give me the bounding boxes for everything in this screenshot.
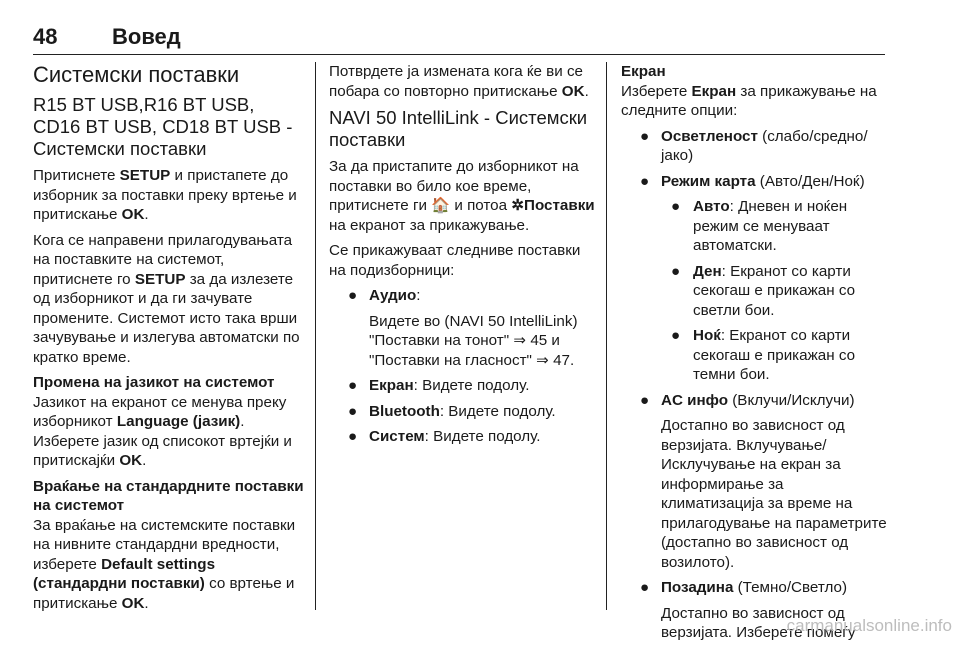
paragraph-confirm: Потврдете ја измената кога ќе ви се побара со повторно притискање OK. [329, 63, 589, 100]
list-item-ac-info: ● AC инфо (Вклучи/Исклучи) [640, 391, 855, 409]
list-item-audio: ● Аудио: [348, 287, 421, 304]
column-1 [33, 62, 305, 619]
list-item-background: ● Позадина (Темно/Светло) [640, 579, 847, 596]
watermark: carmanualsonline.info [786, 616, 952, 635]
sub-item-day: ● Ден: Екранот со карти секогаш е прикажан со светли бои. [671, 262, 856, 319]
ac-info-description: Достапно во зависност од верзијата. Вклучување/ Исклучување на екран за информирање за климатизација за време на прилагодување на параметрите (достапно во зависност од возилото). [661, 417, 887, 571]
list-item-screen: ● Екран: Видете подолу. [348, 377, 530, 394]
paragraph-setup: Притиснете SETUP и пристапете до изборник за поставки преку вртење и притискање OK. [33, 167, 297, 223]
list-item-bluetooth: ● Bluetooth: Видете подолу. [348, 402, 556, 420]
heading-system-settings: Системски поставки [33, 62, 240, 87]
page-number: 48 [33, 24, 58, 49]
paragraph-save: Кога се направени прилагодувањата на поставките на системот, притиснете го SETUP за да излезете од изборникот и да ги зачувате промените. Системот исто така врши зачувување и излегува автоматски по кратко време. [33, 231, 300, 366]
column-divider-2 [606, 62, 607, 610]
sub-item-night: ● Ноќ: Екранот со карти секогаш е прикажан со темни бои. [671, 327, 856, 383]
heading-screen: Екран [621, 63, 666, 80]
reference-arrow-icon: ⇒ [513, 332, 527, 349]
column-2 [329, 62, 597, 453]
heading-r15-models: R15 BT USB,R16 BT USB, CD16 BT USB, CD18 BT USB - Системски поставки [33, 94, 293, 159]
paragraph-screen: Изберете Екран за прикажување на следните опции: [621, 82, 877, 119]
heading-language: Промена на јазикот на системот [33, 374, 275, 391]
heading-defaults: Враќање на стандардните поставки на системот [33, 477, 304, 514]
home-icon: 🏠 [431, 197, 451, 214]
paragraph-submenus: Се прикажуваат следниве поставки на подизборници: [329, 242, 581, 279]
paragraph-language-menu: Јазикот на екранот се менува преку изборникот Language (јазик). [33, 393, 287, 430]
reference-arrow-icon: ⇒ [536, 351, 549, 369]
paragraph-language-select: Изберете јазик од списокот вртејќи и притискајќи OK. [33, 432, 292, 469]
list-item-system: ● Систем: Видете подолу. [348, 428, 541, 445]
section-title: Вовед [112, 24, 181, 49]
background-description: Достапно во зависност од верзијата. Изберете помеѓу [661, 604, 856, 641]
paragraph-defaults: За враќање на системските поставки на нивните стандардни вредности, изберете Default settings (стандардни поставки) со вртење и притискање OK. [33, 516, 296, 612]
audio-description: Видете во (NAVI 50 IntelliLink) "Поставки на тонот" ⇒ 45 и "Поставки на гласност" ⇒ 47. [369, 312, 578, 369]
list-item-brightness: ● Осветленост (слабо/средно/ јако) [640, 127, 868, 164]
page-header [33, 22, 885, 55]
heading-navi50: NAVI 50 IntelliLink - Системски поставки [329, 107, 588, 150]
column-3 [621, 62, 887, 649]
list-item-map-mode: ● Режим карта (Авто/Ден/Ноќ) [640, 172, 865, 190]
column-divider-1 [315, 62, 316, 610]
sub-item-auto: ● Авто: Дневен и ноќен режим се менуваат автоматски. [671, 198, 848, 254]
gear-icon: ✲ [511, 197, 525, 214]
paragraph-access: За да пристапите до изборникот на поставки во било кое време, притиснете ги 🏠 и потоа ✲Поставки на екранот за прикажување. [329, 158, 595, 234]
